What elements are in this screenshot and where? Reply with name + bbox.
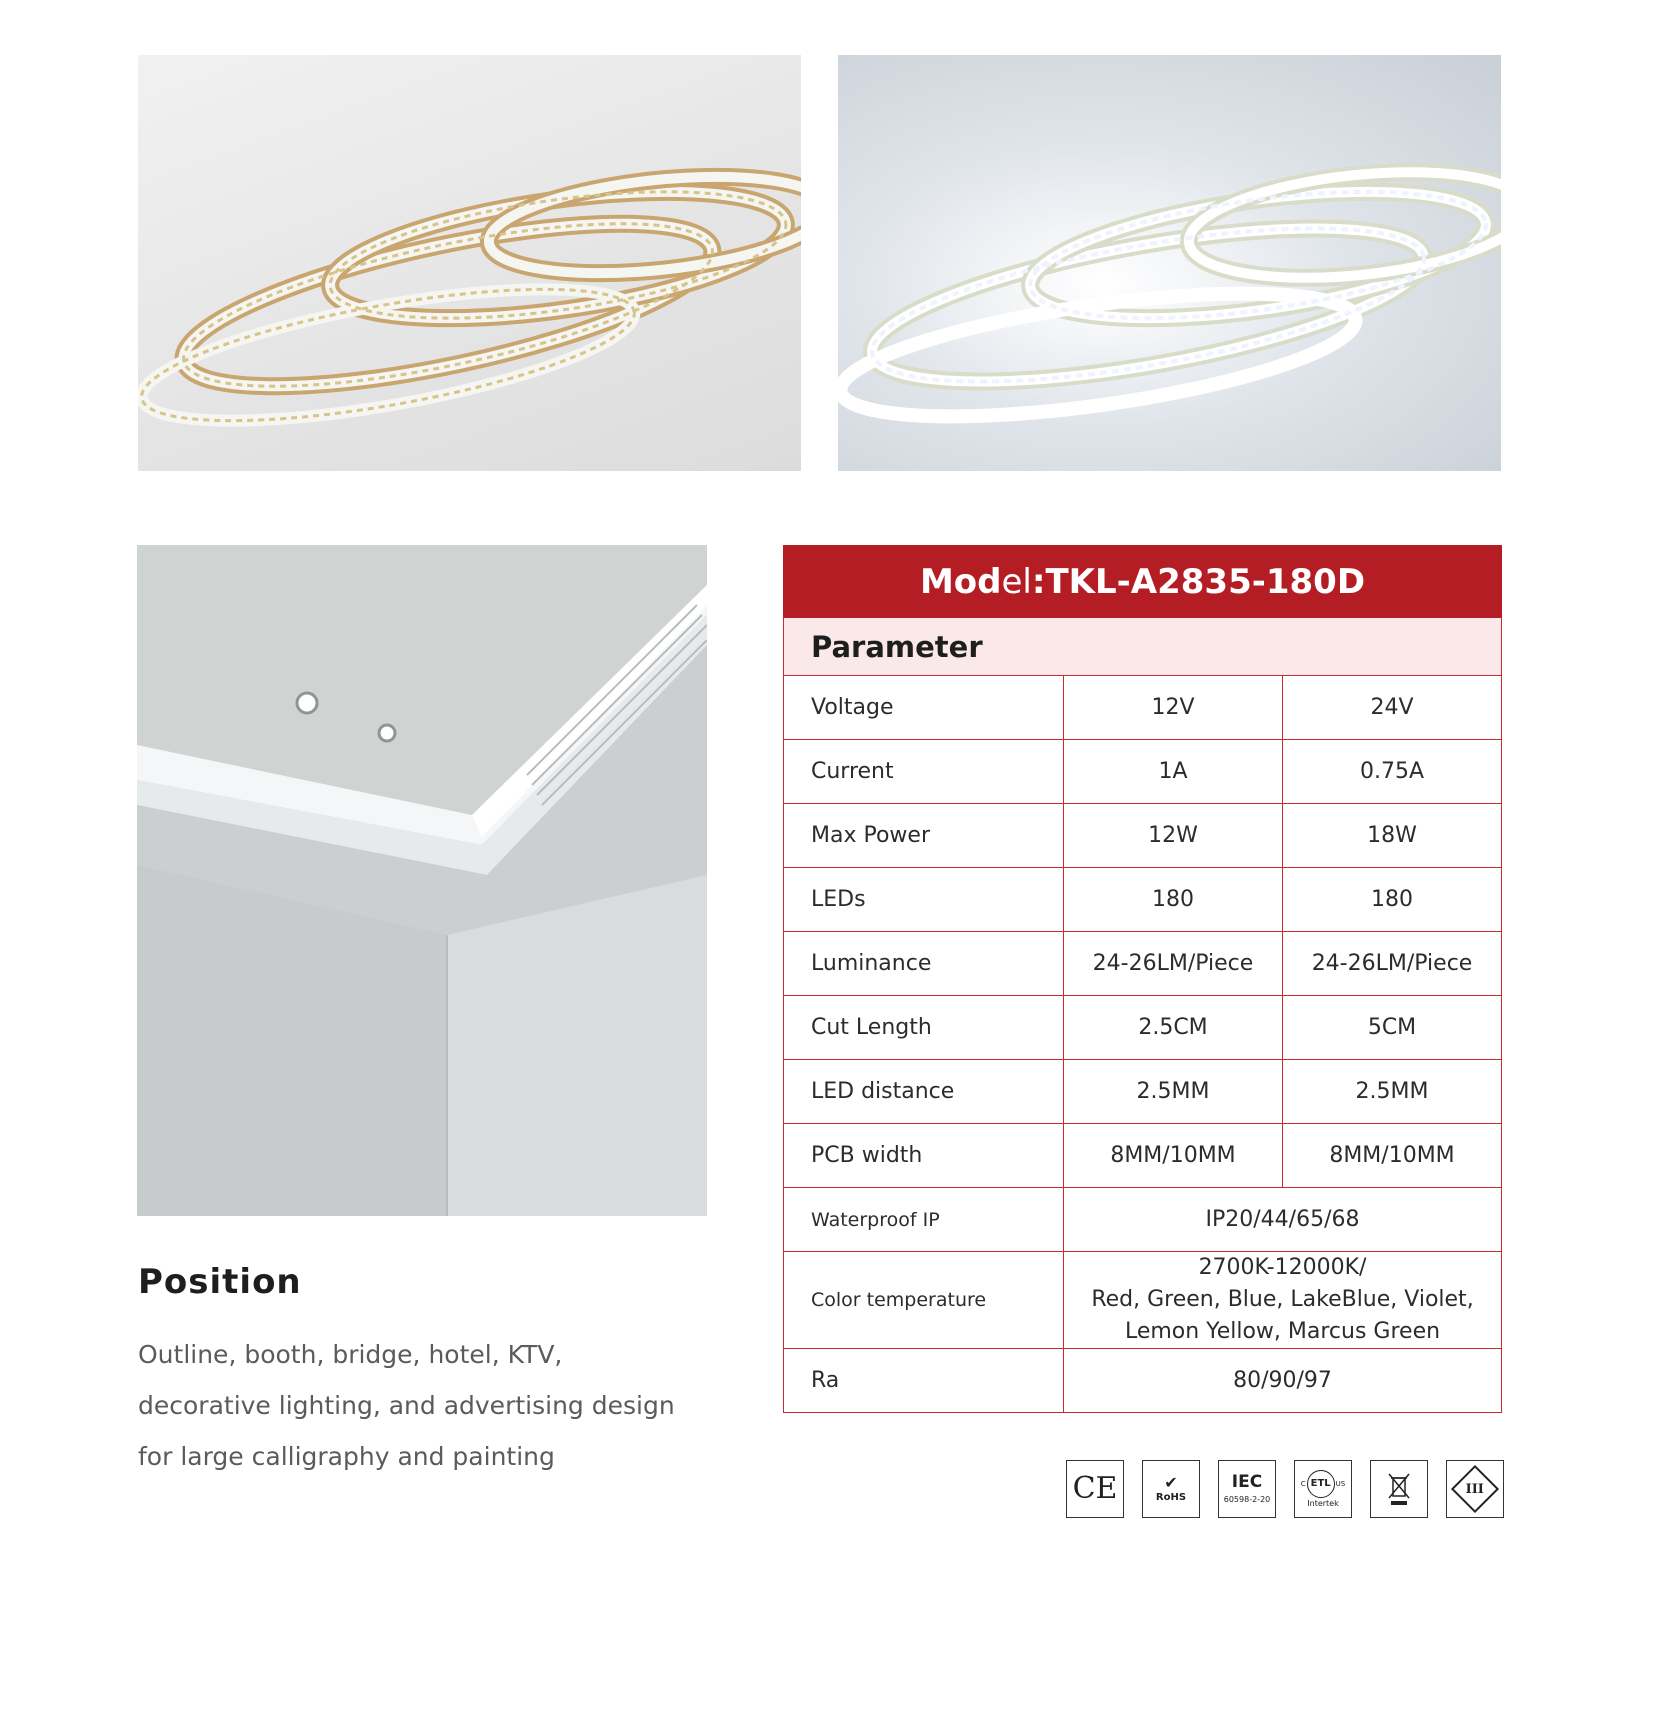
luminance-24v-value: 24-26LM/Piece <box>1283 932 1502 996</box>
weee-bin-icon <box>1384 1470 1414 1508</box>
model-prefix-thin: el <box>1001 561 1032 602</box>
position-description: Outline, booth, bridge, hotel, KTV, decorative lighting, and advertising design for large calligraphy and painting <box>138 1340 675 1471</box>
row-label-max-power: Max Power <box>784 804 1064 868</box>
class-iii-diamond <box>1451 1465 1499 1513</box>
parameter-header: Parameter <box>784 618 1502 676</box>
led-strip-photo-unlit <box>138 55 801 471</box>
table-row <box>784 932 1502 996</box>
color-temperature-line-2: Red, Green, Blue, LakeBlue, Violet, <box>1091 1287 1474 1312</box>
weee-crossed-bin-icon <box>1370 1460 1428 1518</box>
table-row <box>784 1060 1502 1124</box>
table-row <box>784 1188 1502 1252</box>
iec-label: IEC <box>1231 1472 1263 1492</box>
rohs-check-icon: ✔ <box>1164 1473 1178 1492</box>
row-label-cut-length: Cut Length <box>784 996 1064 1060</box>
etl-listed-icon <box>1294 1460 1352 1518</box>
color-temperature-line-3: Lemon Yellow, Marcus Green <box>1124 1319 1441 1344</box>
class-iii-label: III <box>1465 1481 1485 1497</box>
led-strip-photo-lit <box>838 55 1501 471</box>
etl-c-label: C <box>1300 1479 1306 1488</box>
row-label-led-distance: LED distance <box>784 1060 1064 1124</box>
waterproof-ip-value: IP20/44/65/68 <box>1064 1188 1502 1252</box>
current-24v-value: 0.75A <box>1283 740 1502 804</box>
row-label-color-temperature: Color temperature <box>784 1252 1064 1349</box>
leds-12v-value: 180 <box>1064 868 1283 932</box>
iec-standard-code: 60598-2-20 <box>1223 1495 1271 1504</box>
current-12v-value: 1A <box>1064 740 1283 804</box>
pcb-width-12v-value: 8MM/10MM <box>1064 1124 1283 1188</box>
voltage-24v-value: 24V <box>1283 676 1502 740</box>
etl-seal <box>1301 1470 1345 1498</box>
cut-length-24v-value: 5CM <box>1283 996 1502 1060</box>
table-row <box>784 1124 1502 1188</box>
led-distance-24v-value: 2.5MM <box>1283 1060 1502 1124</box>
cut-length-12v-value: 2.5CM <box>1064 996 1283 1060</box>
row-label-waterproof-ip: Waterproof IP <box>784 1188 1064 1252</box>
table-row <box>784 740 1502 804</box>
ce-mark-icon <box>1066 1460 1124 1518</box>
row-label-luminance: Luminance <box>784 932 1064 996</box>
color-temperature-value <box>1064 1252 1502 1349</box>
row-label-voltage: Voltage <box>784 676 1064 740</box>
ceiling-application-photo <box>137 545 707 1216</box>
model-value: :TKL-A2835-180D <box>1031 561 1366 602</box>
ce-mark-text: CE <box>1072 1471 1118 1506</box>
row-label-pcb-width: PCB width <box>784 1124 1064 1188</box>
row-label-ra: Ra <box>784 1349 1064 1413</box>
rohs-label: RoHS <box>1155 1492 1187 1503</box>
table-row <box>784 676 1502 740</box>
max-power-12v-value: 12W <box>1064 804 1283 868</box>
row-label-current: Current <box>784 740 1064 804</box>
etl-us-label: US <box>1335 1479 1346 1488</box>
table-row <box>784 996 1502 1060</box>
table-row <box>784 1252 1502 1349</box>
table-row <box>784 1349 1502 1413</box>
parameter-header-row <box>784 618 1502 676</box>
rohs-icon <box>1142 1460 1200 1518</box>
max-power-24v-value: 18W <box>1283 804 1502 868</box>
etl-mark: ETL <box>1307 1470 1335 1498</box>
table-row <box>784 804 1502 868</box>
certification-badges <box>1066 1460 1502 1520</box>
model-title <box>784 546 1502 618</box>
table-row <box>784 868 1502 932</box>
intertek-label: Intertek <box>1307 1499 1339 1508</box>
ra-value: 80/90/97 <box>1064 1349 1502 1413</box>
row-label-leds: LEDs <box>784 868 1064 932</box>
led-distance-12v-value: 2.5MM <box>1064 1060 1283 1124</box>
voltage-12v-value: 12V <box>1064 676 1283 740</box>
leds-24v-value: 180 <box>1283 868 1502 932</box>
color-temperature-line-1: 2700K-12000K/ <box>1198 1255 1367 1280</box>
position-heading: Position <box>138 1262 302 1302</box>
luminance-12v-value: 24-26LM/Piece <box>1064 932 1283 996</box>
model-header-row <box>784 546 1502 618</box>
pcb-width-24v-value: 8MM/10MM <box>1283 1124 1502 1188</box>
spec-table <box>783 545 1502 1413</box>
class-iii-icon <box>1446 1460 1504 1518</box>
model-prefix-bold: Mod <box>919 561 1002 602</box>
iec-icon <box>1218 1460 1276 1518</box>
